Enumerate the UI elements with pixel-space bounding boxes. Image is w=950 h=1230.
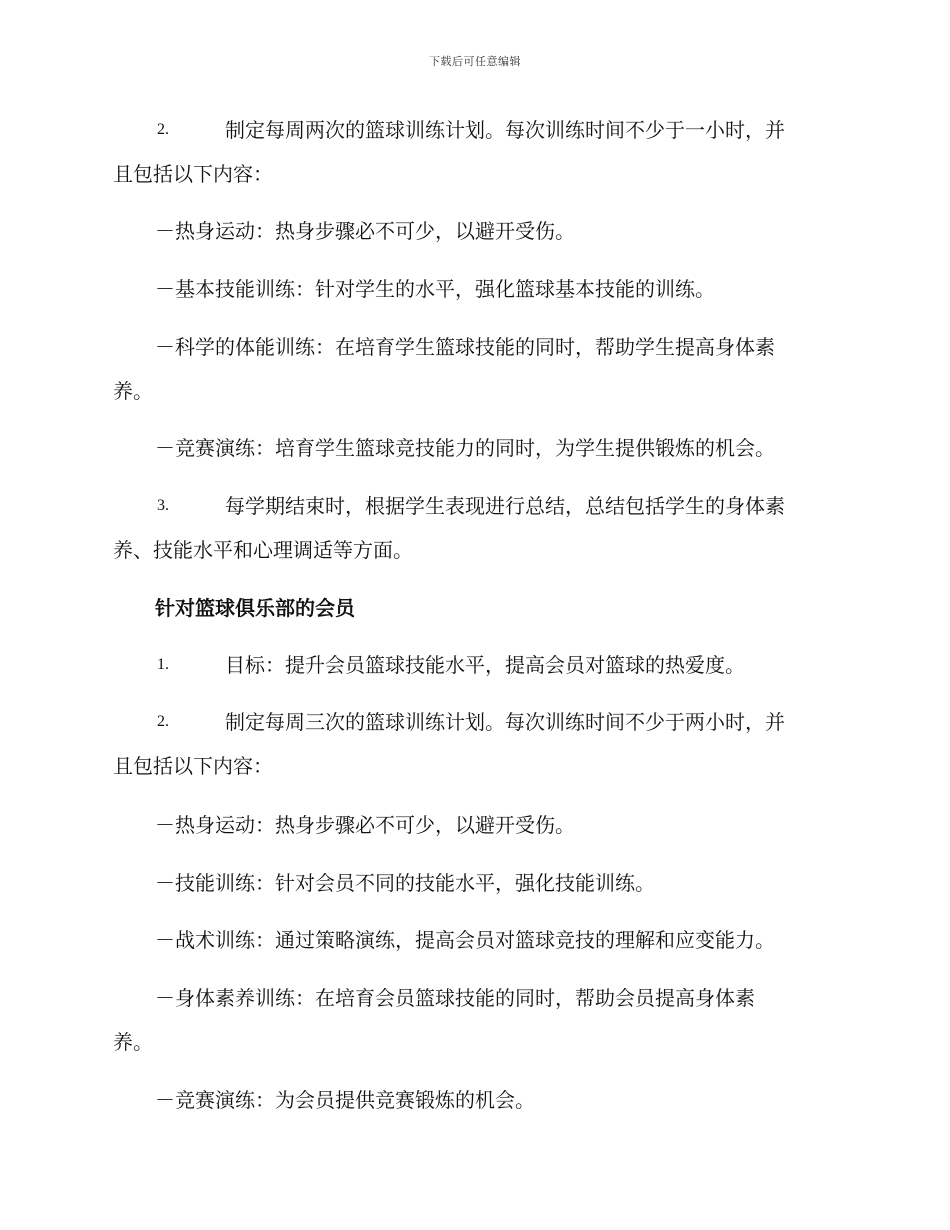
bullet-item-continuation: 养。	[113, 379, 153, 403]
list-number: 1.	[157, 656, 169, 673]
list-number: 3.	[157, 497, 169, 514]
paragraph-line: 且包括以下内容：	[113, 162, 273, 186]
bullet-item: －竞赛演练：为会员提供竞赛锻炼的机会。	[155, 1088, 535, 1112]
bullet-item: －身体素养训练：在培育会员篮球技能的同时，帮助会员提高身体素	[155, 986, 755, 1010]
bullet-item: －竞赛演练：培育学生篮球竞技能力的同时，为学生提供锻炼的机会。	[155, 436, 775, 460]
bullet-item: －战术训练：通过策略演练，提高会员对篮球竞技的理解和应变能力。	[155, 928, 775, 952]
bullet-item: －科学的体能训练：在培育学生篮球技能的同时，帮助学生提高身体素	[155, 335, 775, 359]
paragraph-line: 养、技能水平和心理调适等方面。	[113, 538, 413, 562]
paragraph-line: 每学期结束时，根据学生表现进行总结，总结包括学生的身体素	[225, 494, 785, 518]
bullet-item: －热身运动：热身步骤必不可少，以避开受伤。	[155, 813, 575, 837]
bullet-item: －热身运动：热身步骤必不可少，以避开受伤。	[155, 219, 575, 243]
list-number: 2.	[157, 121, 169, 138]
paragraph-line: 目标：提升会员篮球技能水平，提高会员对篮球的热爱度。	[225, 653, 745, 677]
paragraph-line: 制定每周三次的篮球训练计划。每次训练时间不少于两小时，并	[225, 710, 785, 734]
bullet-item: －技能训练：针对会员不同的技能水平，强化技能训练。	[155, 871, 655, 895]
paragraph-line: 制定每周两次的篮球训练计划。每次训练时间不少于一小时，并	[225, 118, 785, 142]
list-number: 2.	[157, 713, 169, 730]
page-header: 下载后可任意编辑	[429, 55, 521, 68]
bullet-item: －基本技能训练：针对学生的水平，强化篮球基本技能的训练。	[155, 277, 715, 301]
section-heading: 针对篮球俱乐部的会员	[155, 596, 355, 620]
paragraph-line: 且包括以下内容：	[113, 754, 273, 778]
bullet-item-continuation: 养。	[113, 1030, 153, 1054]
